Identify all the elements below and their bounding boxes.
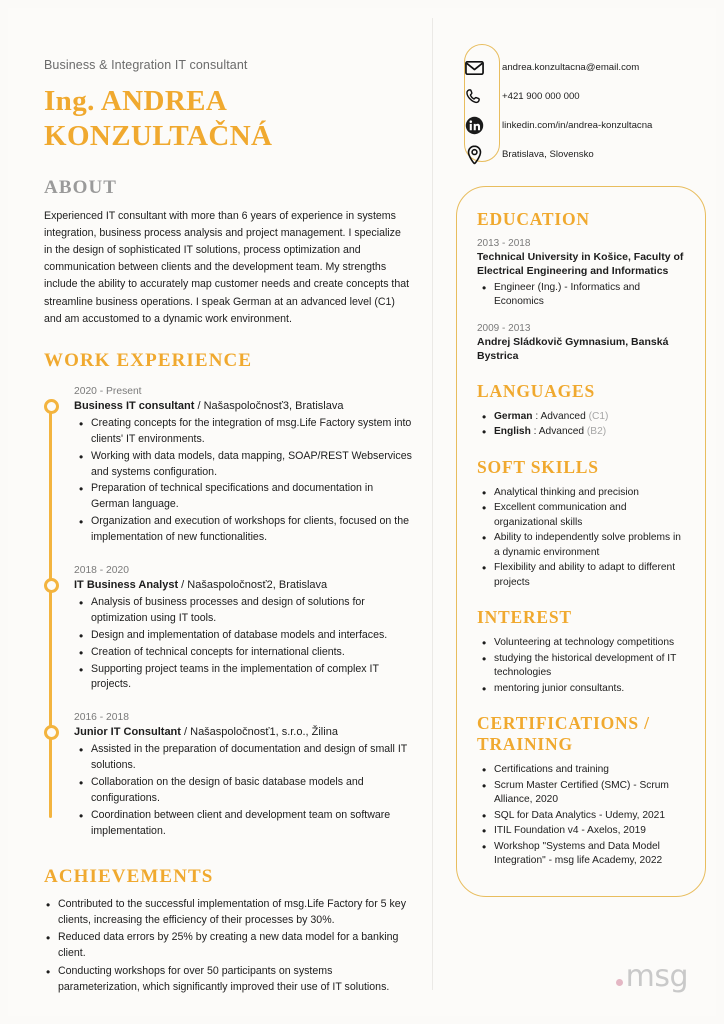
list-item: • studying the historical development of IT technologies (494, 652, 685, 681)
job-role (74, 400, 412, 412)
list-item: • Contributed to the successful implementation of msg.Life Factory for 5 key clients, increasing the efficiency of their processes by 30%. (58, 897, 412, 929)
list-item: • Flexibility and ability to adapt to different projects (494, 561, 685, 590)
job-entry (74, 386, 412, 546)
education-entry (477, 323, 685, 364)
job-bullets (74, 416, 412, 546)
job-role-separator: / (194, 399, 204, 412)
list-item: • Organization and execution of workshops for clients, focused on the implementation of new functionalities. (91, 514, 412, 546)
list-item: • Reduced data errors by 25% by creating a new data model for a banking client. (58, 930, 412, 962)
contact-phone-value: +421 900 000 000 (502, 91, 580, 102)
education-entry (477, 238, 685, 310)
list-item: • Analysis of business processes and design of solutions for optimization using IT tools. (91, 595, 412, 627)
work-experience-timeline (44, 386, 412, 840)
list-item: • Supporting project teams in the implementation of complex IT projects. (91, 662, 412, 694)
timeline-marker-icon (44, 578, 59, 593)
education-bullets (477, 281, 685, 310)
education-date: 2009 - 2013 (477, 322, 531, 334)
list-item: • Coordination between client and development team on software implementation. (91, 808, 412, 840)
linkedin-icon (456, 116, 492, 135)
page-title (44, 84, 412, 155)
timeline-marker-icon (44, 399, 59, 414)
certifications-section (477, 713, 685, 868)
right-column (456, 44, 706, 897)
msg-logo-text: msg (625, 959, 688, 994)
contact-linkedin-value: linkedin.com/in/andrea-konzultacna (502, 120, 653, 131)
interest-list (477, 636, 685, 696)
soft-skills-list (477, 486, 685, 590)
job-role-title: IT Business Analyst (74, 578, 179, 591)
list-item: • Workshop "Systems and Data Model Integration" - msg life Academy, 2022 (494, 840, 685, 869)
languages-section (477, 381, 685, 440)
job-role-title: Junior IT Consultant (74, 726, 181, 739)
job-role-separator: / (178, 578, 188, 591)
list-item: • Conducting workshops for over 50 participants on systems parameterization, which significantly improved their use of IT solutions. (58, 964, 412, 996)
list-item: • Ability to independently solve problems in a dynamic environment (494, 531, 685, 560)
language-cefr: (B2) (586, 426, 607, 438)
soft-skills-heading: SOFT SKILLS (477, 456, 599, 477)
contact-list (456, 53, 706, 169)
list-item: • Creating concepts for the integration of msg.Life Factory system into clients' IT environments. (91, 416, 412, 448)
list-item: • SQL for Data Analytics - Udemy, 2021 (494, 809, 685, 823)
certifications-list (477, 763, 685, 868)
work-experience-heading: WORK EXPERIENCE (44, 349, 253, 371)
education-heading: EDUCATION (477, 209, 590, 229)
timeline-line (49, 400, 52, 818)
education-school: Technical University in Košice, Faculty of Electrical Engineering and Informatics (477, 251, 684, 278)
language-name: English (494, 426, 531, 438)
list-item: • Design and implementation of database models and interfaces. (91, 628, 412, 644)
list-item: • Scrum Master Certified (SMC) - Scrum Alliance, 2020 (494, 779, 685, 808)
list-item: • Preparation of technical specifications and documentation in German language. (91, 481, 412, 513)
contact-row-phone[interactable] (456, 82, 706, 111)
left-column (44, 58, 412, 998)
achievements-section (44, 866, 412, 996)
list-item (494, 425, 685, 439)
location-pin-icon (456, 145, 492, 165)
language-name: German (494, 410, 533, 422)
language-separator: : (530, 426, 539, 438)
msg-logo (616, 959, 688, 994)
list-item: • Analytical thinking and precision (494, 486, 685, 500)
job-company: Našaspoločnosť1, s.r.o., Žilina (190, 726, 338, 739)
language-cefr: (C1) (588, 410, 609, 422)
about-text: Experienced IT consultant with more than 6 years of experience in systems integration, business process analysis and project management. I specialize in the design of sophisticated IT solutions, process optimization and communication between clients and the development team. My strengths include the ability to accurately map customer needs and create concepts that streamline business operations. I speak German at an advanced level (C1) and am accustomed to a dynamic work environment. (44, 209, 410, 325)
certifications-heading (477, 713, 685, 755)
contact-row-email[interactable] (456, 53, 706, 82)
education-school: Andrej Sládkovič Gymnasium, Banská Bystrica (477, 335, 669, 363)
job-bullets (74, 742, 412, 839)
contact-email-value: andrea.konzultacna@email.com (502, 62, 640, 73)
list-item: • ITIL Foundation v4 - Axelos, 2019 (494, 824, 685, 838)
achievements-heading: ACHIEVEMENTS (44, 865, 214, 887)
list-item: • Creation of technical concepts for international clients. (91, 645, 412, 661)
list-item (494, 410, 685, 424)
header-subtitle: Business & Integration IT consultant (44, 58, 248, 72)
languages-heading: LANGUAGES (477, 380, 596, 401)
about-heading: ABOUT (44, 176, 118, 198)
interest-heading: INTEREST (477, 607, 572, 628)
column-divider (432, 18, 433, 990)
job-date: 2016 - 2018 (74, 712, 129, 724)
list-item: • Assisted in the preparation of documentation and design of small IT solutions. (91, 742, 412, 774)
list-item: • Engineer (Ing.) - Informatics and Economics (494, 281, 685, 310)
timeline-marker-icon (44, 725, 59, 740)
contact-location-value: Bratislava, Slovensko (502, 149, 594, 160)
msg-logo-dot-icon (616, 979, 623, 986)
job-role-separator: / (180, 726, 191, 739)
list-item: • mentoring junior consultants. (494, 682, 685, 696)
contact-section (456, 44, 706, 162)
name-line-1: Ing. ANDREA (44, 85, 228, 117)
name-line-2: KONZULTAČNÁ (44, 120, 273, 153)
job-date: 2020 - Present (74, 385, 142, 397)
job-bullets (74, 595, 412, 693)
job-entry (74, 712, 412, 839)
certifications-heading-line-1: CERTIFICATIONS / (477, 713, 650, 734)
job-date: 2018 - 2020 (74, 564, 129, 576)
job-entry (74, 565, 412, 693)
envelope-icon (456, 61, 492, 75)
job-role-title: Business IT consultant (74, 399, 195, 412)
contact-row-location[interactable] (456, 140, 706, 169)
list-item: • Collaboration on the design of basic database models and configurations. (91, 775, 412, 807)
certifications-heading-line-2: TRAINING (477, 734, 573, 755)
education-date: 2013 - 2018 (477, 238, 531, 249)
list-item: • Certifications and training (494, 763, 685, 777)
language-separator: : (532, 410, 541, 422)
job-company: Našaspoločnosť2, Bratislava (187, 578, 328, 591)
interest-section (477, 607, 685, 696)
list-item: • Excellent communication and organizational skills (494, 501, 685, 530)
list-item: • Volunteering at technology competitions (494, 636, 685, 650)
contact-row-linkedin[interactable] (456, 111, 706, 140)
language-level: Advanced (540, 410, 586, 422)
achievements-list (44, 897, 412, 996)
job-role (74, 579, 412, 591)
list-item: • Working with data models, data mapping, SOAP/REST Webservices and systems configuration. (91, 449, 412, 481)
right-panel (456, 186, 706, 897)
soft-skills-section (477, 457, 685, 590)
languages-list (477, 410, 685, 440)
job-company: Našaspoločnosť3, Bratislava (203, 399, 344, 412)
language-level: Advanced (538, 426, 585, 438)
phone-icon (456, 88, 492, 106)
job-role (74, 726, 412, 738)
